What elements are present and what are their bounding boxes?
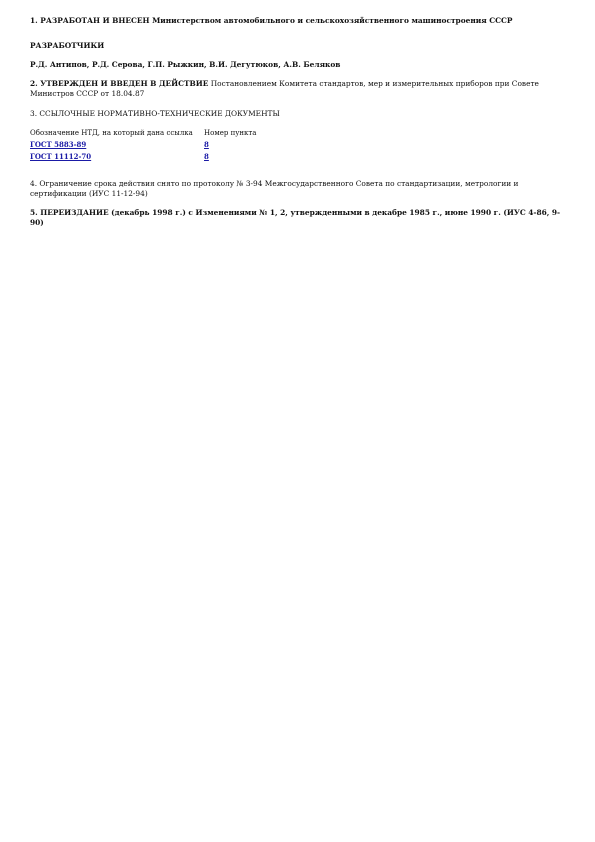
section-3-heading: 3. ССЫЛОЧНЫЕ НОРМАТИВНО-ТЕХНИЧЕСКИЕ ДОКУМЕНТЫ: [30, 109, 280, 118]
item-cell: [204, 152, 256, 164]
section-2-lead: 2. УТВЕРЖДЕН И ВВЕДЕН В ДЕЙСТВИЕ: [30, 79, 209, 88]
section-5-lead: 5. ПЕРЕИЗДАНИЕ: [30, 208, 109, 217]
references-table: [30, 128, 256, 164]
header-doc: Обозначение НТД, на который дана ссылка: [30, 129, 193, 137]
doc-cell: [30, 140, 204, 152]
section-2: [30, 79, 570, 99]
section-1-text: Министерством автомобильного и сельскохозяйственного машиностроения СССР: [149, 16, 513, 25]
section-1-lead: 1. РАЗРАБОТАН И ВНЕСЕН: [30, 16, 150, 25]
doc-link[interactable]: ГОСТ 11112-70: [30, 152, 92, 161]
doc-link[interactable]: ГОСТ 5883-89: [30, 140, 87, 149]
references-table-header: [30, 128, 256, 140]
section-4: 4. Ограничение срока действия снято по протоколу № 3-94 Межгосударственного Совета по стандартизации, метрологии и сертификации (ИУС 11-12-94): [30, 179, 519, 198]
doc-cell: [30, 152, 204, 164]
item-cell: [204, 140, 256, 152]
table-row: [30, 140, 256, 152]
table-row: [30, 152, 256, 164]
item-link[interactable]: 8: [204, 152, 209, 161]
section-2-text: Постановлением Комитета стандартов, мер и измерительных приборов при Совете Министров СССР от 18.04.87: [30, 79, 539, 98]
section-5-text: (декабрь 1998 г.) с Изменениями № 1, 2, утвержденными в декабре 1985 г., июне 1990 г. (ИУС 4-86, 9-90): [30, 208, 561, 227]
section-1: [30, 16, 570, 26]
header-item: Номер пункта: [204, 129, 257, 137]
developers-names: Р.Д. Антипов, Р.Д. Серова, Г.П. Рыжкин, В.И. Дегутюков, А.В. Беляков: [30, 60, 341, 69]
section-5: [30, 208, 570, 228]
item-link[interactable]: 8: [204, 140, 209, 149]
developers-heading: РАЗРАБОТЧИКИ: [30, 41, 105, 50]
